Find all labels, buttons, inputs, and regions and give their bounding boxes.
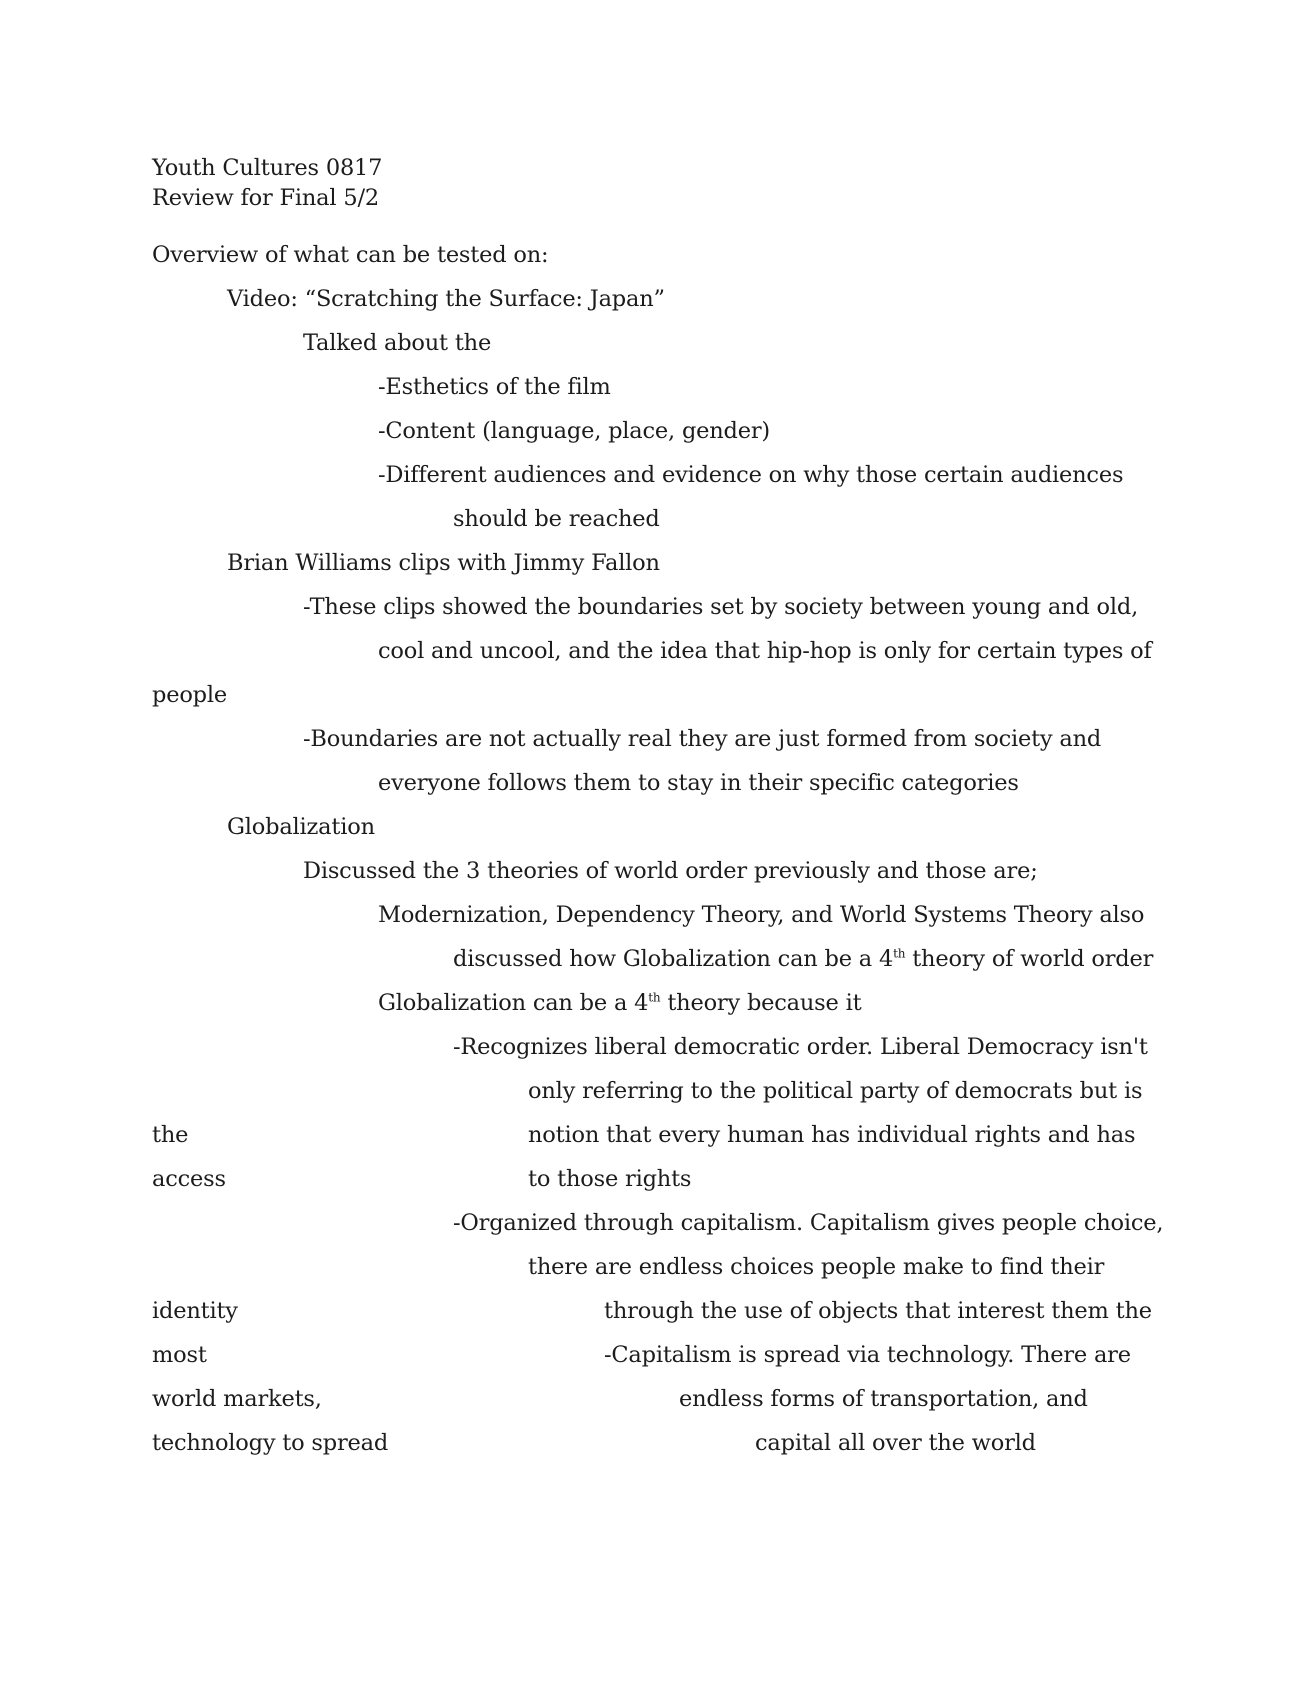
capitalism-wrap-word2: most <box>152 1342 207 1368</box>
audiences-item: -Different audiences and evidence on why those certain audiences <box>378 462 1124 488</box>
capitalism-wrap-word4: technology to spread <box>152 1430 389 1456</box>
theories-item-cont: Modernization, Dependency Theory, and World Systems Theory also <box>378 902 1145 928</box>
capitalism-item-cont: there are endless choices people make to find their <box>528 1254 1105 1280</box>
review-date: Review for Final 5/2 <box>152 185 379 211</box>
clips-item-cont: cool and uncool, and the idea that hip-hop is only for certain types of <box>378 638 1152 664</box>
capitalism-tech-item-cont2: capital all over the world <box>755 1430 1036 1456</box>
brian-williams-heading: Brian Williams clips with Jimmy Fallon <box>227 550 660 576</box>
liberal-item-cont2: notion that every human has individual rights and has <box>528 1122 1136 1148</box>
theories-item: Discussed the 3 theories of world order previously and those are; <box>303 858 1038 884</box>
liberal-item: -Recognizes liberal democratic order. Liberal Democracy isn't <box>453 1034 1148 1060</box>
clips-item-cont2: people <box>152 682 227 708</box>
capitalism-item-cont2: through the use of objects that interest them the <box>604 1298 1152 1324</box>
fourth-theory-heading: Globalization can be a 4th theory because it <box>378 990 862 1016</box>
overview-heading: Overview of what can be tested on: <box>152 242 549 268</box>
talked-about: Talked about the <box>303 330 492 356</box>
content-item: -Content (language, place, gender) <box>378 418 771 444</box>
capitalism-tech-item: -Capitalism is spread via technology. There are <box>604 1342 1131 1368</box>
capitalism-wrap-word: identity <box>152 1298 238 1324</box>
boundaries-item: -Boundaries are not actually real they are just formed from society and <box>303 726 1102 752</box>
liberal-wrap-word2: access <box>152 1166 226 1192</box>
liberal-item-cont: only referring to the political party of democrats but is <box>528 1078 1143 1104</box>
liberal-item-cont3: to those rights <box>528 1166 692 1192</box>
liberal-wrap-word: the <box>152 1122 189 1148</box>
capitalism-item: -Organized through capitalism. Capitalism gives people choice, <box>453 1210 1164 1236</box>
video-title: Video: “Scratching the Surface: Japan” <box>227 286 665 312</box>
globalization-heading: Globalization <box>227 814 375 840</box>
capitalism-wrap-word3: world markets, <box>152 1386 322 1412</box>
clips-item: -These clips showed the boundaries set by society between young and old, <box>303 594 1139 620</box>
course-title: Youth Cultures 0817 <box>152 155 383 181</box>
boundaries-item-cont: everyone follows them to stay in their specific categories <box>378 770 1019 796</box>
theories-item-cont2: discussed how Globalization can be a 4th theory of world order <box>453 946 1154 972</box>
esthetics-item: -Esthetics of the film <box>378 374 611 400</box>
audiences-item-cont: should be reached <box>453 506 660 532</box>
capitalism-tech-item-cont: endless forms of transportation, and <box>679 1386 1088 1412</box>
